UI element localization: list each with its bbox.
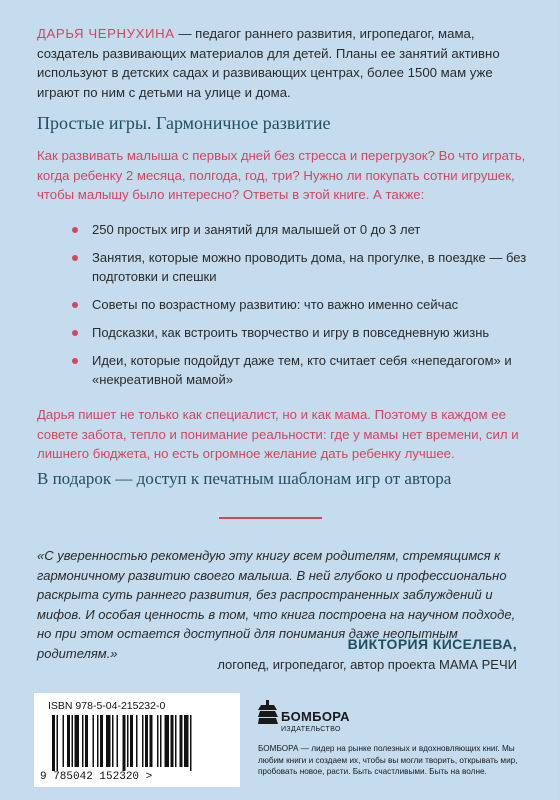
- barcode-bar: [106, 715, 111, 767]
- section-divider: [219, 517, 322, 519]
- barcode-bar: [82, 715, 84, 767]
- barcode-bar: [75, 715, 80, 767]
- barcode-bar: [63, 715, 65, 767]
- barcode-bar: [97, 715, 99, 767]
- isbn-label: ISBN 978-5-04-215232-0: [48, 700, 166, 712]
- author-intro-text: — педагог раннего развития, игропедагог, мама, создатель развивающих материалов для детей. Планы ее занятий активно используют в детских садах и развивающих центрах, более 1500 мам уже играют по ним с детьми на улице и дома.: [37, 26, 500, 100]
- barcode-bar: [130, 715, 133, 767]
- feature-list: [72, 220, 532, 398]
- barcode-bar: [57, 715, 59, 771]
- heading-gift: В подарок — доступ к печатным шаблонам игр от автора: [37, 469, 452, 488]
- barcode-image: [40, 715, 234, 783]
- list-item-text: Идеи, которые подойдут даже тем, кто считает себя «непедагогом» и «некреативной мамой»: [92, 353, 512, 387]
- bullet-dot-icon: [72, 255, 78, 261]
- list-item: [72, 220, 532, 239]
- testimonial-quote: «С уверенностью рекомендую эту книгу всем родителям, стремящимся к гармоничному развитию своего малыша. В ней глубоко и профессионально раскрыта суть раннего развития, без распространенных заблуждений и мифов. И особая ценность в том, что книга построена на научном подходе, но при этом остается доступной для понимания даже неопытным родителям.»: [37, 548, 516, 661]
- author-approach: Дарья пишет не только как специалист, но и как мама. Поэтому в каждом ее совете забота, тепло и понимание реальности: где у мамы нет времени, сил и лишнего бюджета, но есть огромное желание дать ребенку лучшее.: [37, 407, 519, 462]
- bullet-dot-icon: [72, 302, 78, 308]
- barcode-bar: [145, 715, 148, 767]
- list-item: [72, 351, 532, 389]
- barcode-bar: [67, 715, 70, 767]
- bullet-dot-icon: [72, 227, 78, 233]
- list-item: [72, 323, 532, 342]
- barcode-bar: [160, 715, 162, 767]
- barcode-bar: [175, 715, 177, 767]
- list-item-text: 250 простых игр и занятий для малышей от 0 до 3 лет: [92, 222, 421, 237]
- bullet-dot-icon: [72, 358, 78, 364]
- barcode-bar: [85, 715, 88, 767]
- barcode-bar: [117, 715, 119, 767]
- publisher-name: БОМБОРА: [281, 709, 350, 724]
- barcode-bar: [112, 715, 114, 767]
- barcode-bar: [165, 715, 170, 767]
- barcode-block: [34, 693, 240, 787]
- barcode-bar: [72, 715, 74, 767]
- barcode-bar: [190, 715, 192, 771]
- heading-simple-games: Простые игры. Гармоничное развитие: [37, 113, 331, 133]
- author-intro: [37, 24, 527, 102]
- barcode-bar: [123, 715, 126, 771]
- bullet-dot-icon: [72, 330, 78, 336]
- publisher-subtitle: ИЗДАТЕЛЬСТВО: [281, 726, 341, 733]
- barcode-digits: 9 785042 152320 >: [40, 771, 153, 783]
- list-item: [72, 295, 532, 314]
- barcode-bar: [157, 715, 159, 767]
- barcode-bar: [184, 715, 189, 767]
- barcode-bar: [142, 715, 144, 767]
- publisher-description: БОМБОРА — лидер на рынке полезных и вдохновляющих книг. Мы любим книги и создаем их, чтобы вы могли творить, открывать мир, пробовать новое, расти. Быть счастливыми. Быть на волне.: [258, 744, 518, 777]
- barcode-bar: [52, 715, 55, 771]
- list-item-text: Советы по возрастному развитию: что важно именно сейчас: [92, 297, 459, 312]
- barcode-bar: [136, 715, 138, 767]
- barcode-bar: [127, 715, 129, 767]
- intro-questions: Как развивать малыша с первых дней без стресса и перегрузок? Во что играть, когда ребенку 2 месяца, полгода, год, три? Нужно ли покупать сотни игрушек, чтобы малышу было интересно? Ответы в этой книге. А также:: [37, 148, 526, 203]
- bombora-logo-icon: [258, 700, 278, 728]
- barcode-bar: [180, 715, 183, 767]
- barcode-bar: [100, 715, 103, 767]
- author-name: ДАРЬЯ ЧЕРНУХИНА: [37, 26, 175, 41]
- barcode-bar: [171, 715, 174, 767]
- barcode-bar: [93, 715, 95, 767]
- list-item-text: Занятия, которые можно проводить дома, на прогулке, в поездке — без подготовки и спешки: [92, 250, 527, 284]
- testimonial-author-role: логопед, игропедагог, автор проекта МАМА РЕЧИ: [217, 657, 517, 672]
- list-item: [72, 248, 532, 286]
- list-item-text: Подсказки, как встроить творчество и игру в повседневную жизнь: [92, 325, 490, 340]
- testimonial-author: ВИКТОРИЯ КИСЕЛЕВА,: [347, 636, 517, 652]
- barcode-bar: [150, 715, 153, 767]
